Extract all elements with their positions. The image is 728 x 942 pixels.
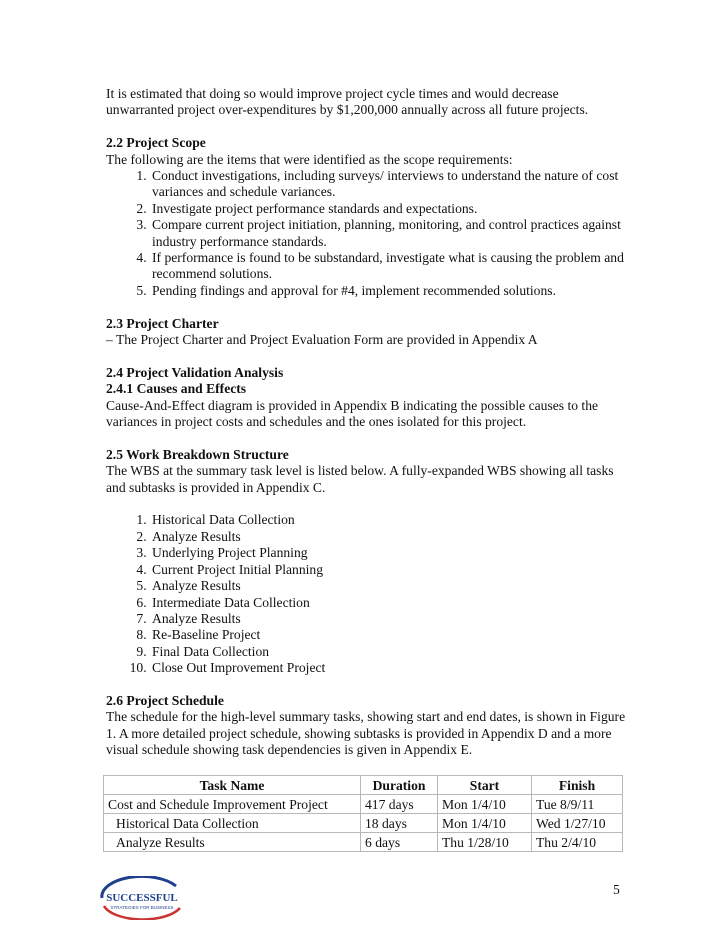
list-item: 9. Final Data Collection [150, 644, 628, 660]
schedule-table [103, 775, 623, 852]
logo-graphic [96, 876, 188, 920]
list-item: 7. Analyze Results [150, 611, 628, 627]
list-item: 5. Pending findings and approval for #4, implement recommended solutions. [150, 283, 628, 299]
validation-heading: 2.4 Project Validation Analysis [106, 364, 284, 380]
wbs-text: The WBS at the summary task level is listed below. A fully-expanded WBS showing all tasks and subtasks is provided in Appendix C. [106, 463, 614, 495]
column-header: Finish [532, 775, 623, 794]
table-cell: Historical Data Collection [104, 813, 361, 832]
list-item: 4. Current Project Initial Planning [150, 562, 628, 578]
section-validation-analysis [106, 365, 628, 431]
table-cell: Cost and Schedule Improvement Project [104, 794, 361, 813]
table-cell: Mon 1/4/10 [438, 813, 532, 832]
table-cell: 18 days [361, 813, 438, 832]
table-row [104, 813, 623, 832]
list-item: 4. If performance is found to be substandard, investigate what is causing the problem and recommend solutions. [150, 250, 628, 283]
table-row [104, 794, 623, 813]
table-cell: 417 days [361, 794, 438, 813]
charter-heading: 2.3 Project Charter [106, 315, 219, 331]
list-item: 6. Intermediate Data Collection [150, 595, 628, 611]
schedule-text: The schedule for the high-level summary tasks, showing start and end dates, is shown in Figure 1. A more detailed project schedule, showing subtasks is provided in Appendix D and a more visual schedule showing task dependencies is given in Appendix E. [106, 709, 626, 758]
document-page [106, 86, 628, 852]
list-item: 8. Re-Baseline Project [150, 627, 628, 643]
scope-heading: 2.2 Project Scope [106, 135, 206, 151]
table-cell: Wed 1/27/10 [532, 813, 623, 832]
company-logo [96, 876, 188, 920]
schedule-heading: 2.6 Project Schedule [106, 692, 224, 708]
column-header: Start [438, 775, 532, 794]
table-cell: Analyze Results [104, 832, 361, 851]
list-item: 3. Underlying Project Planning [150, 545, 628, 561]
list-item: 10. Close Out Improvement Project [150, 660, 628, 676]
charter-text: – The Project Charter and Project Evaluation Form are provided in Appendix A [106, 332, 538, 348]
column-header: Task Name [104, 775, 361, 794]
logo-subtext: STRATEGIES FOR BUSINESS [110, 905, 174, 910]
table-cell: Thu 2/4/10 [532, 832, 623, 851]
list-item: 1. Conduct investigations, including surveys/ interviews to understand the nature of cost variances and schedule variances. [150, 168, 628, 201]
list-item: 2. Analyze Results [150, 529, 628, 545]
table-cell: 6 days [361, 832, 438, 851]
column-header: Duration [361, 775, 438, 794]
wbs-heading: 2.5 Work Breakdown Structure [106, 446, 289, 462]
section-wbs [106, 447, 628, 677]
list-item: 2. Investigate project performance standards and expectations. [150, 201, 628, 217]
logo-text: SUCCESSFUL [106, 892, 178, 904]
scope-list [106, 168, 628, 299]
wbs-list [106, 512, 628, 676]
scope-lead: The following are the items that were identified as the scope requirements: [106, 151, 513, 167]
validation-text: Cause-And-Effect diagram is provided in Appendix B indicating the possible causes to the variances in project costs and schedules and the ones isolated for this project. [106, 397, 599, 430]
table-cell: Tue 8/9/11 [532, 794, 623, 813]
list-item: 5. Analyze Results [150, 578, 628, 594]
section-project-schedule [106, 693, 628, 852]
page-number: 5 [613, 882, 620, 897]
validation-subheading: 2.4.1 Causes and Effects [106, 381, 247, 397]
table-header-row [104, 775, 623, 794]
table-cell: Thu 1/28/10 [438, 832, 532, 851]
list-item: 1. Historical Data Collection [150, 512, 628, 528]
list-item: 3. Compare current project initiation, planning, monitoring, and control practices against industry performance standards. [150, 217, 628, 250]
intro-paragraph: It is estimated that doing so would improve project cycle times and would decrease unwarranted project over-expenditures by $1,200,000 annually across all future projects. [106, 86, 589, 118]
section-project-scope [106, 135, 628, 299]
section-project-charter [106, 316, 628, 349]
table-row [104, 832, 623, 851]
table-cell: Mon 1/4/10 [438, 794, 532, 813]
